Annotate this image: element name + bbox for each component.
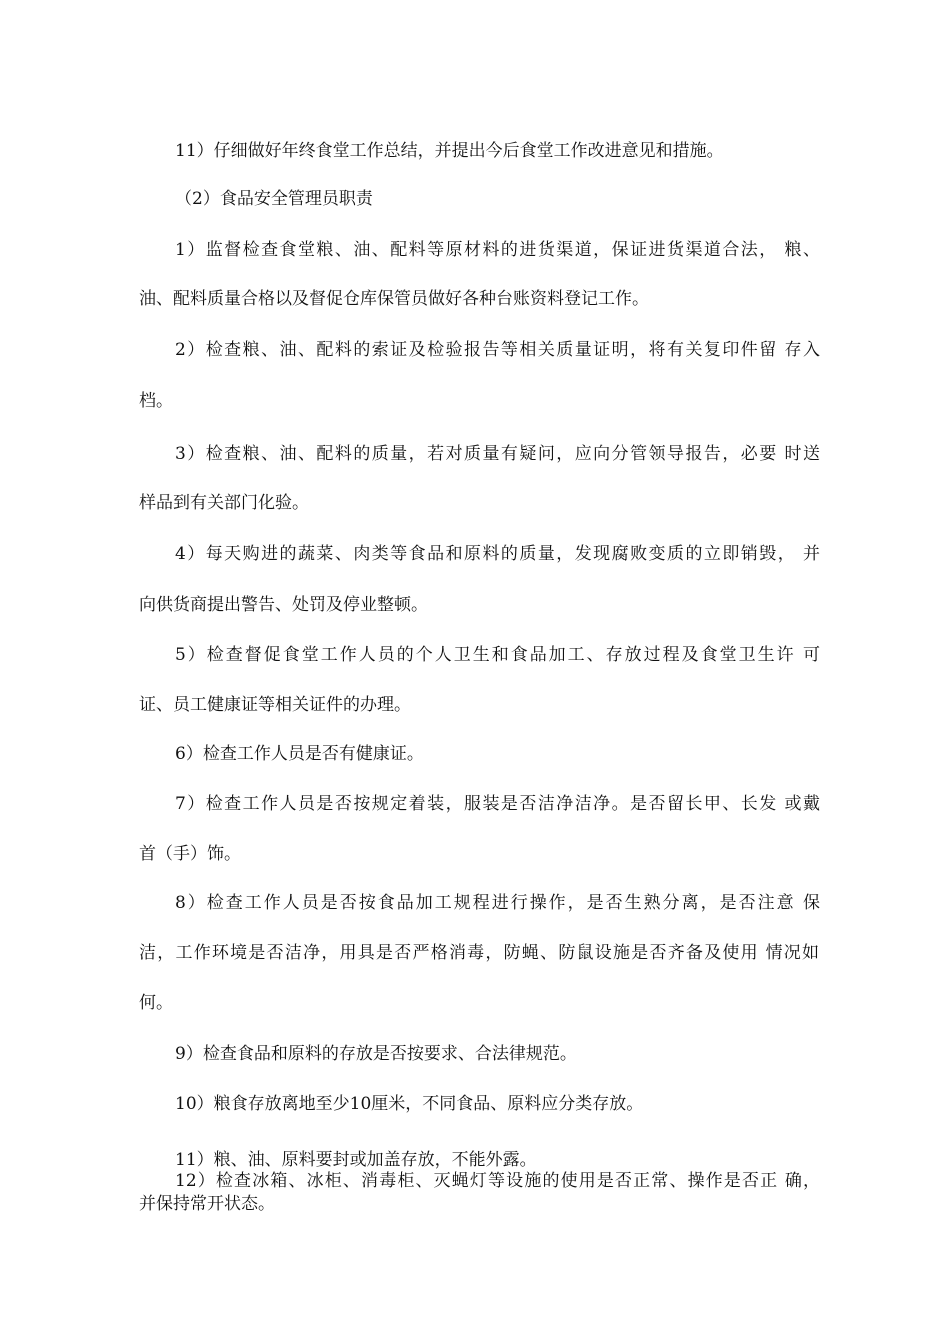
text-line: 4）每天购进的蔬菜、肉类等食品和原料的质量，发现腐败变质的立即销毁， 并 [175,544,820,564]
text-line: 并保持常开状态。 [139,1194,275,1214]
text-line: 1）监督检查食堂粮、油、配料等原材料的进货渠道，保证进货渠道合法， 粮、 [175,240,820,260]
text-line: 6）检查工作人员是否有健康证。 [175,744,424,764]
text-line: 何。 [139,993,173,1013]
text-line: 7）检查工作人员是否按规定着装，服装是否洁净洁净。是否留长甲、长发 或戴 [175,794,820,814]
text-line: 2）检查粮、油、配料的索证及检验报告等相关质量证明，将有关复印件留 存入 [175,340,820,360]
text-line: 5）检查督促食堂工作人员的个人卫生和食品加工、存放过程及食堂卫生许 可 [175,645,820,665]
text-line: 油、配料质量合格以及督促仓库保管员做好各种台账资料登记工作。 [139,289,649,309]
text-line: 11）粮、油、原料要封或加盖存放，不能外露。 [175,1150,537,1170]
text-line: 向供货商提出警告、处罚及停业整顿。 [139,595,428,615]
text-line: 11）仔细做好年终食堂工作总结，并提出今后食堂工作改进意见和措施。 [175,141,724,161]
text-line: 洁，工作环境是否洁净，用具是否严格消毒，防蝇、防鼠设施是否齐备及使用 情况如 [139,943,819,963]
text-line: 12）检查冰箱、冰柜、消毒柜、灭蝇灯等设施的使用是否正常、操作是否正 确， [175,1171,820,1191]
text-line: 首（手）饰。 [139,844,241,864]
text-line: 10）粮食存放离地至少10厘米，不同食品、原料应分类存放。 [175,1094,644,1114]
text-line: 证、员工健康证等相关证件的办理。 [139,695,411,715]
section-heading: （2）食品安全管理员职责 [175,189,373,209]
text-line: 样品到有关部门化验。 [139,493,309,513]
text-line: 8）检查工作人员是否按食品加工规程进行操作，是否生熟分离，是否注意 保 [175,893,820,913]
text-line: 9）检查食品和原料的存放是否按要求、合法律规范。 [175,1044,577,1064]
text-line: 3）检查粮、油、配料的质量，若对质量有疑问，应向分管领导报告，必要 时送 [175,444,820,464]
text-line: 档。 [139,391,173,411]
